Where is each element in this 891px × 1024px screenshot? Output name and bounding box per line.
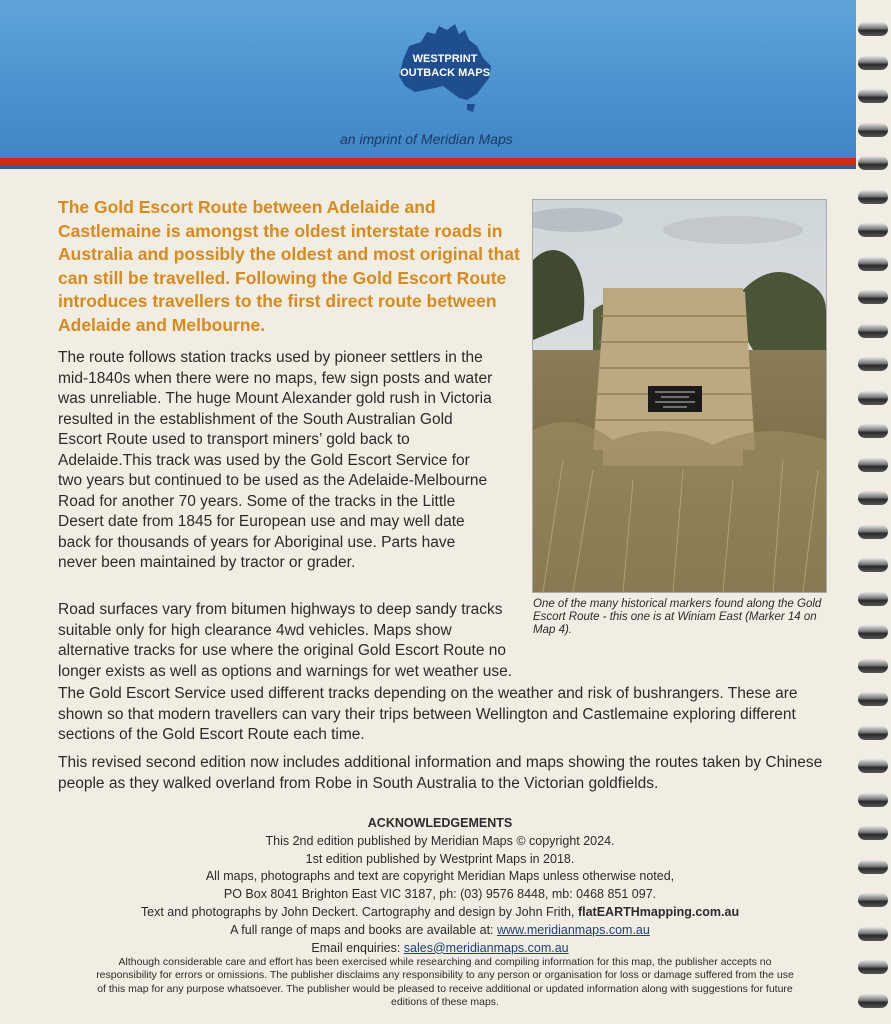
ack-line-7-text: Email enquiries: bbox=[311, 940, 404, 955]
ack-line-5 bbox=[60, 904, 820, 922]
spiral-ring bbox=[858, 223, 888, 237]
spiral-ring bbox=[858, 56, 888, 70]
spiral-ring bbox=[858, 424, 888, 438]
spiral-ring bbox=[858, 692, 888, 706]
photo-caption: One of the many historical markers found along the Gold Escort Route - this one is at Winiam East (Marker 14 on Map 4). bbox=[533, 598, 822, 636]
spiral-ring bbox=[858, 257, 888, 271]
body-paragraph-2-text: Road surfaces vary from bitumen highways to deep sandy tracks suitable only for high clearance 4wd vehicles. Maps show alternative tracks for use where the original Gold Escort Route no longer exists as well as options and warnings for wet weather use. bbox=[58, 601, 513, 680]
spiral-ring bbox=[858, 994, 888, 1008]
ack-line-6 bbox=[60, 922, 820, 940]
body-paragraph-1: The route follows station tracks used by pioneer settlers in the mid-1840s when there were no maps, few sign posts and water was unreliable. The huge Mount Alexander gold rush in Victoria resulted in the establishment of the South Australian Gold Escort Route used to transport miners’ gold back to Adelaide.This track was used by the Gold Escort Service for two years but continued to be used as the Adelaide-Melbourne Road for another 70 years. Some of the tracks in the Little Desert date from 1845 for European use and may well date back for thousands of years for Aboriginal use. Parts have never been maintained by tractor or grader. bbox=[58, 349, 493, 571]
spiral-ring bbox=[858, 491, 888, 505]
logo-text bbox=[385, 52, 505, 80]
spiral-ring bbox=[858, 893, 888, 907]
acknowledgements-block bbox=[60, 815, 820, 957]
flatearth-brand-part1: flat bbox=[577, 904, 597, 919]
spiral-ring bbox=[858, 659, 888, 673]
spiral-ring bbox=[858, 324, 888, 338]
spiral-ring bbox=[858, 960, 888, 974]
spiral-ring bbox=[858, 927, 888, 941]
spiral-ring bbox=[858, 290, 888, 304]
spiral-ring bbox=[858, 793, 888, 807]
website-link[interactable]: www.meridianmaps.com.au bbox=[497, 922, 650, 937]
ack-line-5-text: Text and photographs by John Deckert. Cartography and design by John Frith, bbox=[140, 904, 578, 919]
ack-line-2: 1st edition published by Westprint Maps in 2018. bbox=[305, 851, 575, 866]
ack-line-3: All maps, photographs and text are copyright Meridian Maps unless otherwise noted, bbox=[205, 869, 675, 884]
ack-line-4: PO Box 8041 Brighton East VIC 3187, ph: (03) 9576 8448, mb: 0468 851 097. bbox=[223, 887, 657, 902]
spiral-binding bbox=[858, 0, 891, 1024]
spiral-ring bbox=[858, 558, 888, 572]
lead-paragraph: The Gold Escort Route between Adelaide and Castlemaine is amongst the oldest interstate roads in Australia and possibly the oldest and most original that can still be travelled. Following the Gold Escort Route introduces travellers to the first direct route between Adelaide and Melbourne. bbox=[58, 197, 520, 335]
spiral-ring bbox=[858, 625, 888, 639]
historical-marker-photo bbox=[533, 200, 826, 592]
imprint-tagline: an imprint of Meridian Maps bbox=[340, 131, 513, 147]
acknowledgements-title: ACKNOWLEDGEMENTS bbox=[367, 816, 513, 830]
spiral-ring bbox=[858, 860, 888, 874]
spiral-ring bbox=[858, 89, 888, 103]
flatearth-brand-part2: EARTH bbox=[596, 904, 640, 919]
red-stripe bbox=[0, 158, 856, 166]
logo-line-1: WESTPRINT bbox=[412, 53, 478, 65]
ack-line-6-text: A full range of maps and books are available at: bbox=[230, 922, 497, 937]
ack-line-1: This 2nd edition published by Meridian Maps © copyright 2024. bbox=[265, 833, 615, 848]
body-paragraph-4: This revised second edition now includes additional information and maps showing the routes taken by Chinese people as they walked overland from Robe in South Australia to the Victorian goldfields. bbox=[58, 754, 823, 792]
westprint-logo bbox=[385, 16, 505, 116]
blue-divider bbox=[0, 166, 856, 169]
spiral-ring bbox=[858, 458, 888, 472]
marker-photo-image bbox=[533, 200, 826, 592]
spiral-ring bbox=[858, 156, 888, 170]
spiral-ring bbox=[858, 391, 888, 405]
disclaimer-text: Although considerable care and effort has been exercised while researching and compiling information for this map, the publisher accepts no responsibility for errors or omissions. The publisher disclaims any responsibility to any person or organisation for loss or damage suffered from the use of this map for any purpose whatsoever. The publisher would be pleased to receive additional or updated information along with suggestions for future editions of these maps. bbox=[96, 956, 794, 1008]
logo-line-2: OUTBACK MAPS bbox=[400, 67, 490, 79]
body-paragraph-2 bbox=[58, 600, 518, 682]
spiral-ring bbox=[858, 190, 888, 204]
email-link[interactable]: sales@meridianmaps.com.au bbox=[403, 940, 569, 955]
spiral-ring bbox=[858, 525, 888, 539]
spiral-ring bbox=[858, 357, 888, 371]
spiral-ring bbox=[858, 759, 888, 773]
flatearth-brand-part3: mapping.com.au bbox=[639, 904, 740, 919]
spiral-ring bbox=[858, 592, 888, 606]
spiral-ring bbox=[858, 826, 888, 840]
spiral-ring bbox=[858, 123, 888, 137]
spiral-ring bbox=[858, 22, 888, 36]
body-paragraph-3: The Gold Escort Service used different tracks depending on the weather and risk of bushrangers. These are shown so that modern travellers can vary their trips between Wellington and Castlemaine exploring different sections of the Gold Escort Route each time. bbox=[58, 685, 798, 743]
spiral-ring bbox=[858, 726, 888, 740]
ack-line-7 bbox=[60, 940, 820, 958]
